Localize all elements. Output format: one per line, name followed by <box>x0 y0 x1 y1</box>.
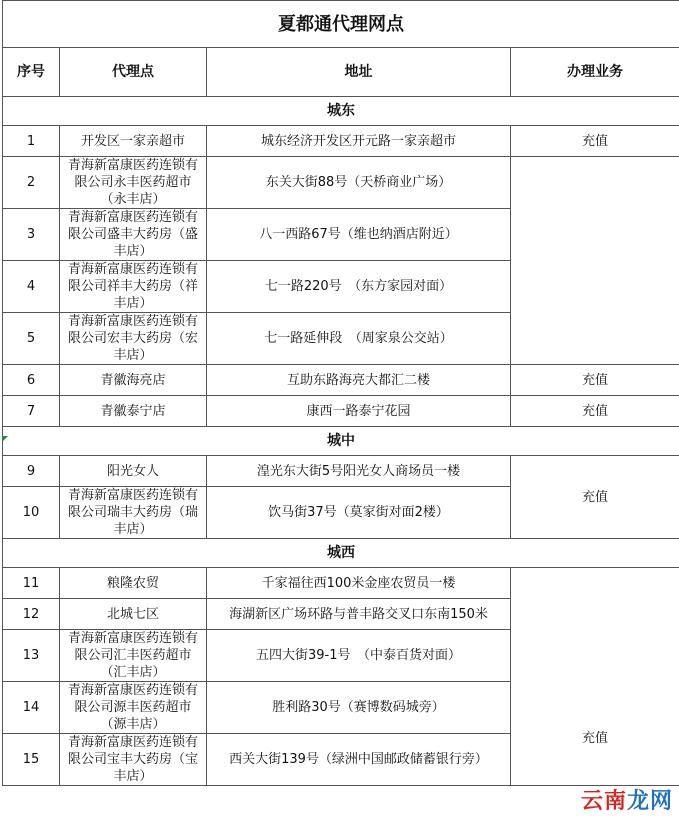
row-service <box>511 157 679 365</box>
row-agent: 青徽泰宁店 <box>60 396 207 427</box>
row-service: 充值 <box>511 126 679 157</box>
row-agent: 青海新富康医药连锁有限公司祥丰大药房（祥丰店） <box>60 261 207 313</box>
row-no: 11 <box>3 568 60 599</box>
row-address: 七一路延伸段 （周家泉公交站） <box>207 313 511 365</box>
row-address: 五四大街39-1号 （中泰百货对面） <box>207 630 511 682</box>
row-service: 充值 <box>511 568 679 786</box>
header-address: 地址 <box>207 48 511 97</box>
row-service: 充值 <box>511 456 679 539</box>
row-no: 7 <box>3 396 60 427</box>
row-agent: 青海新富康医药连锁有限公司永丰医药超市（永丰店） <box>60 157 207 209</box>
row-agent: 开发区一家亲超市 <box>60 126 207 157</box>
row-no: 15 <box>3 734 60 786</box>
watermark-part-2: 龙网 <box>626 788 673 814</box>
cell-comment-marker <box>2 436 8 442</box>
row-address: 海湖新区广场环路与普丰路交叉口东南150米 <box>207 599 511 630</box>
row-agent: 阳光女人 <box>60 456 207 487</box>
row-agent: 青海新富康医药连锁有限公司宏丰大药房（宏丰店） <box>60 313 207 365</box>
row-no: 4 <box>3 261 60 313</box>
row-service: 充值 <box>511 396 679 427</box>
table-title: 夏都通代理网点 <box>3 1 679 48</box>
row-no: 6 <box>3 365 60 396</box>
row-no: 12 <box>3 599 60 630</box>
agent-points-table <box>2 0 679 786</box>
row-no: 3 <box>3 209 60 261</box>
row-address: 八一西路67号（维也纳酒店附近） <box>207 209 511 261</box>
row-agent: 青海新富康医药连锁有限公司源丰医药超市（源丰店） <box>60 682 207 734</box>
table-row <box>3 365 679 396</box>
row-address: 七一路220号 （东方家园对面） <box>207 261 511 313</box>
row-address: 湟光东大街5号阳光女人商场员一楼 <box>207 456 511 487</box>
section-east: 城东 <box>3 97 679 126</box>
table-row <box>3 396 679 427</box>
row-address: 西关大街139号（绿洲中国邮政储蓄银行旁） <box>207 734 511 786</box>
header-agent: 代理点 <box>60 48 207 97</box>
row-no: 14 <box>3 682 60 734</box>
table-row <box>3 568 679 599</box>
row-no: 5 <box>3 313 60 365</box>
table-row <box>3 157 679 209</box>
row-address: 东关大街88号（天桥商业广场） <box>207 157 511 209</box>
row-address: 千家福往西100米金座农贸员一楼 <box>207 568 511 599</box>
row-agent: 青海新富康医药连锁有限公司宝丰大药房（宝丰店） <box>60 734 207 786</box>
watermark-part-1: 云南 <box>580 788 627 814</box>
row-address: 胜利路30号（赛博数码城旁） <box>207 682 511 734</box>
row-address: 饮马街37号（莫家街对面2楼） <box>207 487 511 539</box>
row-agent: 青徽海亮店 <box>60 365 207 396</box>
section-middle: 城中 <box>3 427 679 456</box>
row-address: 互助东路海亮大都汇二楼 <box>207 365 511 396</box>
section-west: 城西 <box>3 539 679 568</box>
row-no: 1 <box>3 126 60 157</box>
row-agent: 青海新富康医药连锁有限公司瑞丰大药房（瑞丰店） <box>60 487 207 539</box>
row-address: 城东经济开发区开元路一家亲超市 <box>207 126 511 157</box>
row-no: 9 <box>3 456 60 487</box>
header-service: 办理业务 <box>511 48 679 97</box>
header-no: 序号 <box>3 48 60 97</box>
row-agent: 粮隆农贸 <box>60 568 207 599</box>
row-agent: 北城七区 <box>60 599 207 630</box>
row-no: 2 <box>3 157 60 209</box>
row-agent: 青海新富康医药连锁有限公司盛丰大药房（盛丰店） <box>60 209 207 261</box>
row-service: 充值 <box>511 365 679 396</box>
row-address: 康西一路泰宁花园 <box>207 396 511 427</box>
watermark-logo <box>581 784 673 815</box>
row-no: 13 <box>3 630 60 682</box>
table-row <box>3 456 679 487</box>
table-row <box>3 126 679 157</box>
row-no: 10 <box>3 487 60 539</box>
row-agent: 青海新富康医药连锁有限公司汇丰医药超市（汇丰店） <box>60 630 207 682</box>
